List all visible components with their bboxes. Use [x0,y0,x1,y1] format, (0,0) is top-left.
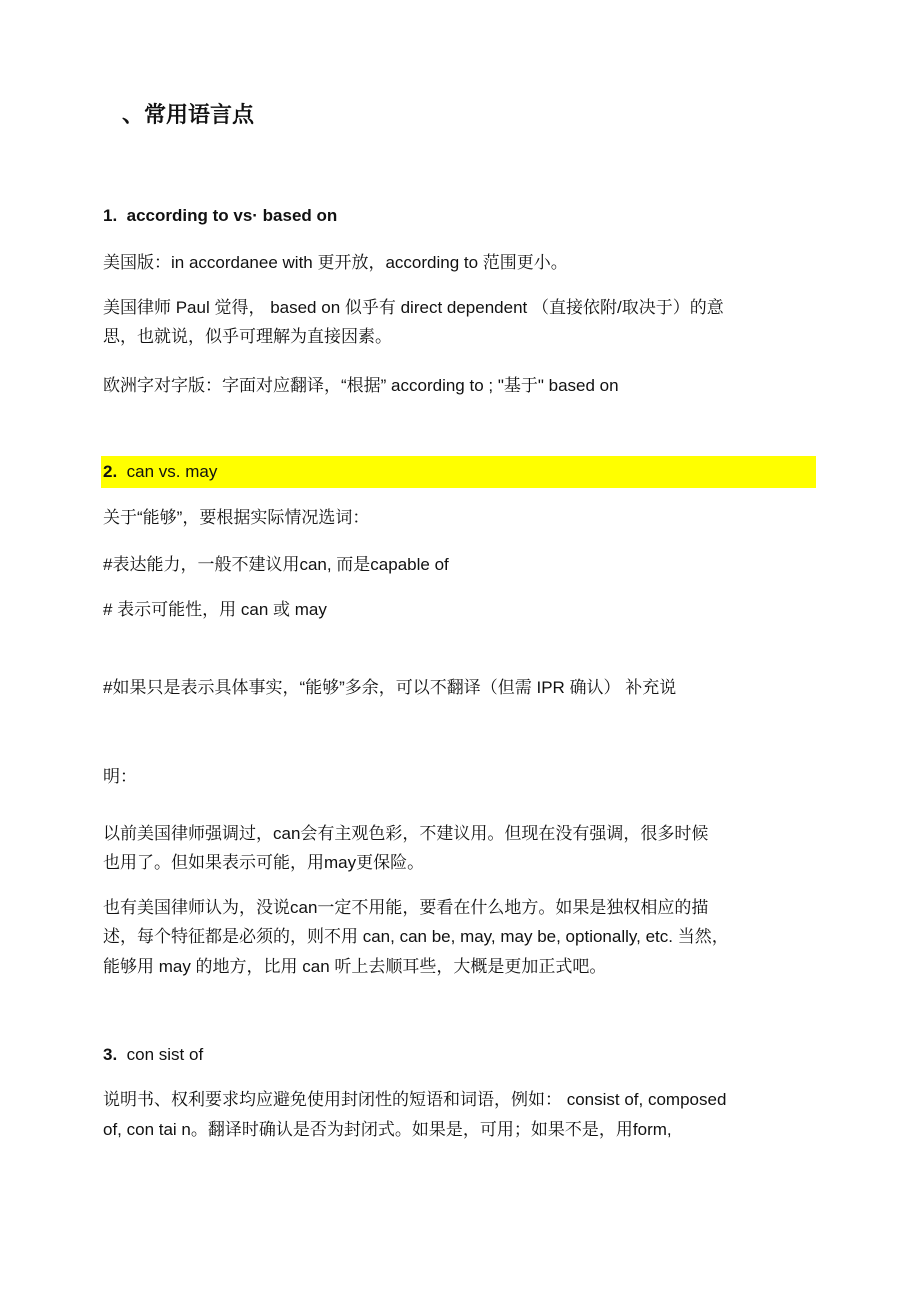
section-title: 、常用语言点 [122,102,255,127]
item-number: 3. [103,1045,118,1064]
paragraph-line: of, con tai n。翻译时确认是否为封闭式。如果是，可用；如果不是，用form, [103,1120,672,1139]
paragraph: 美国版：in accordanee with 更开放，according to 范围更小。 [103,253,568,272]
paragraph-line: 思，也就说，似乎可理解为直接因素。 [103,327,392,346]
paragraph-line: 能够用 may 的地方，比用 can 听上去顺耳些，大概是更加正式吧。 [103,957,607,976]
item-1-heading [103,205,337,227]
item-heading-text: according to vs· based on [126,206,338,225]
paragraph-line: 也用了。但如果表示可能，用may更保险。 [103,853,425,872]
item-number: 1. [103,206,118,225]
paragraph-line: 说明书、权利要求均应避免使用封闭性的短语和词语，例如： consist of, composed [103,1090,727,1109]
item-heading-text: can vs. may [126,462,218,481]
item-3-heading [103,1044,203,1066]
bullet-line: #表达能力，一般不建议用can, 而是capable of [103,555,449,574]
paragraph-line: 以前美国律师强调过，can会有主观色彩，不建议用。但现在没有强调，很多时候 [103,824,709,843]
paragraph: 关于“能够”，要根据实际情况选词： [103,508,370,527]
paragraph-line: 美国律师 Paul 觉得， based on 似乎有 direct dependent （直接依附/取决于）的意 [103,298,724,317]
item-number: 2. [103,462,118,481]
paragraph-continuation: 明： [103,767,137,786]
paragraph-line: 述，每个特征都是必须的，则不用 can, can be, may, may be, optionally, etc. 当然， [103,927,729,946]
paragraph-line: 也有美国律师认为，没说can一定不用能，要看在什么地方。如果是独权相应的描 [103,898,709,917]
bullet-line: #如果只是表示具体事实，“能够”多余，可以不翻译（但需 IPR 确认） 补充说 [103,678,677,697]
paragraph: 欧洲字对字版：字面对应翻译，“根据” according to ; "基于" based on [103,376,619,395]
item-heading-text: con sist of [126,1045,204,1064]
item-2-heading [103,461,217,483]
bullet-line: # 表示可能性，用 can 或 may [103,600,327,619]
